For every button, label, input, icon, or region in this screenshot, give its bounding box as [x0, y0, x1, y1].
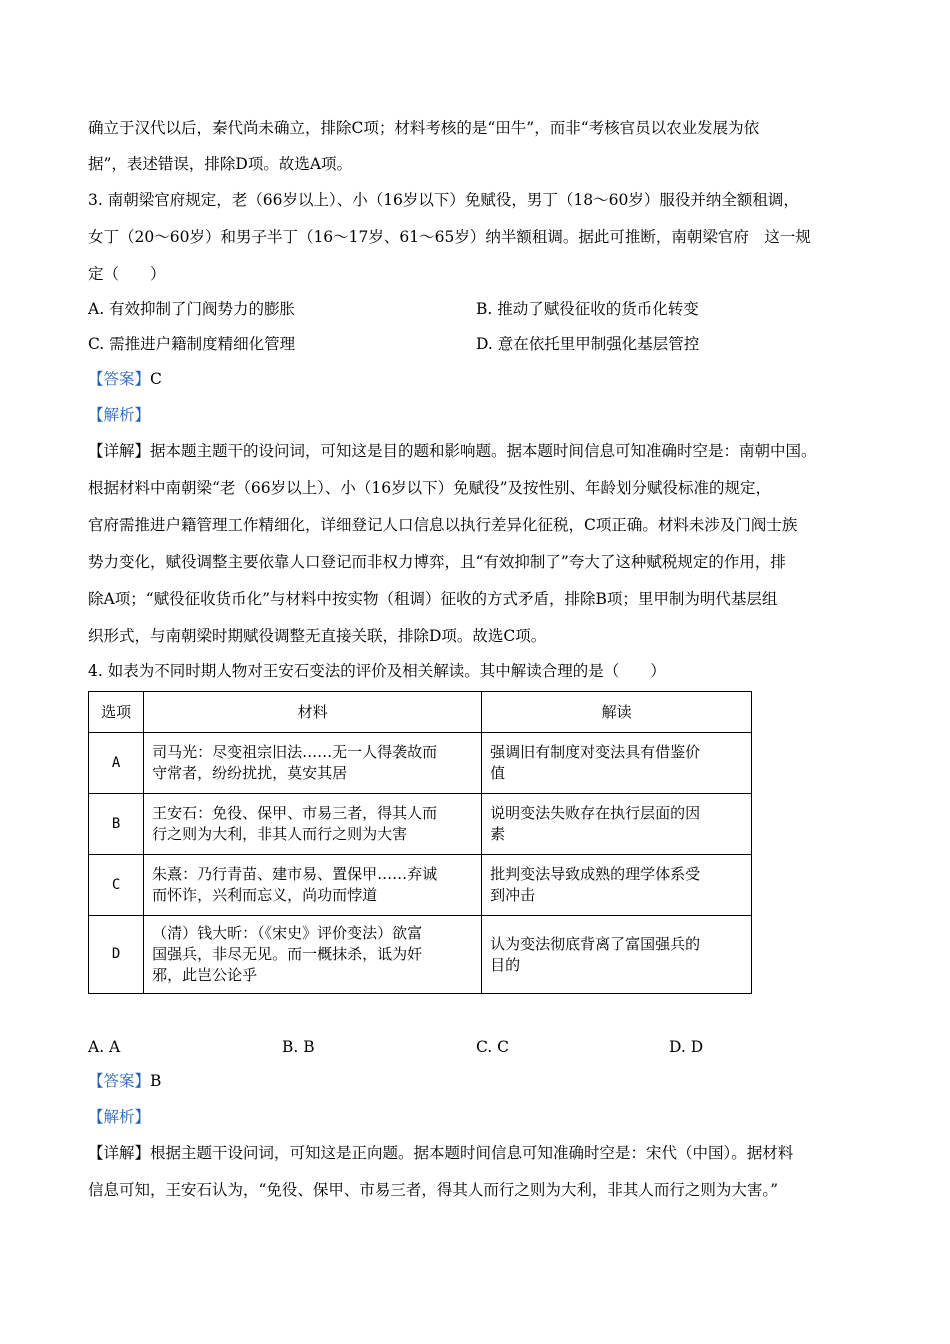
q4-stem: 4. 如表为不同时期人物对王安石变法的评价及相关解读。其中解读合理的是（ ） — [88, 662, 666, 680]
row-interpretation — [482, 733, 752, 794]
q4-answer-value: B — [150, 1072, 162, 1090]
intro-line-2: 据”，表述错误，排除D项。故选A项。 — [88, 155, 353, 173]
q3-answer-value: C — [150, 370, 162, 388]
interpretation-line: 批判变法导致成熟的理学体系受 — [490, 865, 701, 883]
q3-stem-line-2: 女丁（20～60岁）和男子半丁（16～17岁、61～65岁）纳半额租调。据此可推断，南朝梁官府 这一规 — [88, 228, 811, 246]
q4-detail-label: 【详解】 — [88, 1144, 151, 1162]
material-line: 司马光：尽变祖宗旧法……无一人得袭故而 — [152, 743, 438, 761]
material-line: 朱熹：乃行青苗、建市易、置保甲……弃诚 — [152, 865, 438, 883]
q3-detail-line-1 — [88, 440, 868, 462]
q3-analysis-label: 【解析】 — [88, 406, 151, 424]
q3-detail-line-3: 官府需推进户籍管理工作精细化，详细登记人口信息以执行差异化征税，C项正确。材料未涉及门阀士族 — [88, 516, 798, 534]
material-line: 王安石：免役、保甲、市易三者，得其人而 — [152, 804, 438, 822]
table-row — [89, 855, 752, 916]
row-interpretation — [482, 794, 752, 855]
interpretation-line: 值 — [490, 764, 506, 782]
table-header-material: 材料 — [144, 692, 482, 733]
q4-option-b: B. B — [282, 1038, 315, 1056]
q4-detail-text-1: 根据主题干设问词，可知这是正向题。据本题时间信息可知准确时空是：宋代（中国）。据材料 — [150, 1144, 794, 1162]
q4-analysis-label: 【解析】 — [88, 1108, 151, 1126]
table-header-row — [89, 692, 752, 733]
interpretation-line: 认为变法彻底背离了富国强兵的 — [490, 934, 701, 953]
q3-detail-label: 【详解】 — [88, 442, 151, 460]
material-line: 邪，此岂公论乎 — [152, 966, 258, 984]
q3-detail-line-6: 织形式，与南朝梁时期赋役调整无直接关联，排除D项。故选C项。 — [88, 627, 547, 645]
q3-detail-line-2: 根据材料中南朝梁“老（66岁以上）、小（16岁以下）免赋役”及按性别、年龄划分赋役标准的规定， — [88, 479, 772, 497]
q3-stem-line-1: 3. 南朝梁官府规定，老（66岁以上）、小（16岁以下）免赋役，男丁（18～60岁）服役并纳全额租调， — [88, 191, 799, 209]
row-interpretation — [482, 916, 752, 994]
material-line: （清）钱大昕：（《宋史》评价变法）欲富 — [152, 924, 423, 942]
row-interpretation — [482, 855, 752, 916]
q3-answer-label: 【答案】 — [88, 370, 151, 388]
row-option: C — [89, 855, 144, 916]
q4-option-d: D. D — [669, 1038, 704, 1056]
q3-answer — [88, 368, 868, 390]
q4-option-a: A. A — [88, 1038, 121, 1056]
q3-detail-line-5: 除A项；“赋役征收货币化”与材料中按实物（租调）征收的方式矛盾，排除B项；里甲制为明代基层组 — [88, 590, 778, 608]
q3-option-b: B. 推动了赋役征收的货币化转变 — [476, 300, 699, 318]
interpretation-line: 强调旧有制度对变法具有借鉴价 — [490, 743, 701, 761]
q4-option-c: C. C — [476, 1038, 510, 1056]
q4-answer-label: 【答案】 — [88, 1072, 151, 1090]
table-header-option: 选项 — [89, 692, 144, 733]
q4-answer — [88, 1070, 868, 1092]
q4-detail-line-2: 信息可知，王安石认为，“免役、保甲、市易三者，得其人而行之则为大利，非其人而行之则为大害。” — [88, 1181, 779, 1199]
interpretation-line: 到冲击 — [490, 886, 536, 904]
row-option: D — [89, 916, 144, 994]
row-option: A — [89, 733, 144, 794]
table-row — [89, 733, 752, 794]
row-material — [144, 733, 482, 794]
interpretation-line: 目的 — [490, 955, 521, 974]
material-line: 行之则为大利，非其人而行之则为大害 — [152, 825, 408, 843]
q3-detail-line-4: 势力变化，赋役调整主要依靠人口登记而非权力博弈，且“有效抑制了”夸大了这种赋税规定的作用，排 — [88, 553, 786, 571]
intro-line-1: 确立于汉代以后，秦代尚未确立，排除C项；材料考核的是“田牛”，而非“考核官员以农业发展为依 — [88, 119, 760, 137]
interpretation-line: 素 — [490, 825, 506, 843]
material-line: 而怀诈，兴利而忘义，尚功而悖道 — [152, 886, 378, 904]
table-row — [89, 794, 752, 855]
row-option: B — [89, 794, 144, 855]
q3-option-c: C. 需推进户籍制度精细化管理 — [88, 335, 296, 353]
material-line: 国强兵，非尽无见。而一概抹杀，诋为奸 — [152, 945, 423, 963]
table-row — [89, 916, 752, 994]
q3-stem-line-3: 定（ ） — [88, 265, 166, 283]
row-material — [144, 794, 482, 855]
q3-option-a: A. 有效抑制了门阀势力的膨胀 — [88, 300, 296, 318]
q4-detail-line-1 — [88, 1142, 868, 1164]
row-material — [144, 916, 482, 994]
interpretation-line: 说明变法失败存在执行层面的因 — [490, 804, 701, 822]
table-header-interpretation: 解读 — [482, 692, 752, 733]
row-material — [144, 855, 482, 916]
q3-option-d: D. 意在依托里甲制强化基层管控 — [476, 335, 700, 353]
q3-detail-text-1: 据本题主题干的设问词，可知这是目的题和影响题。据本题时间信息可知准确时空是：南朝中国。 — [150, 442, 817, 460]
material-line: 守常者，纷纷扰扰，莫安其居 — [152, 764, 348, 782]
q4-table — [88, 691, 752, 994]
